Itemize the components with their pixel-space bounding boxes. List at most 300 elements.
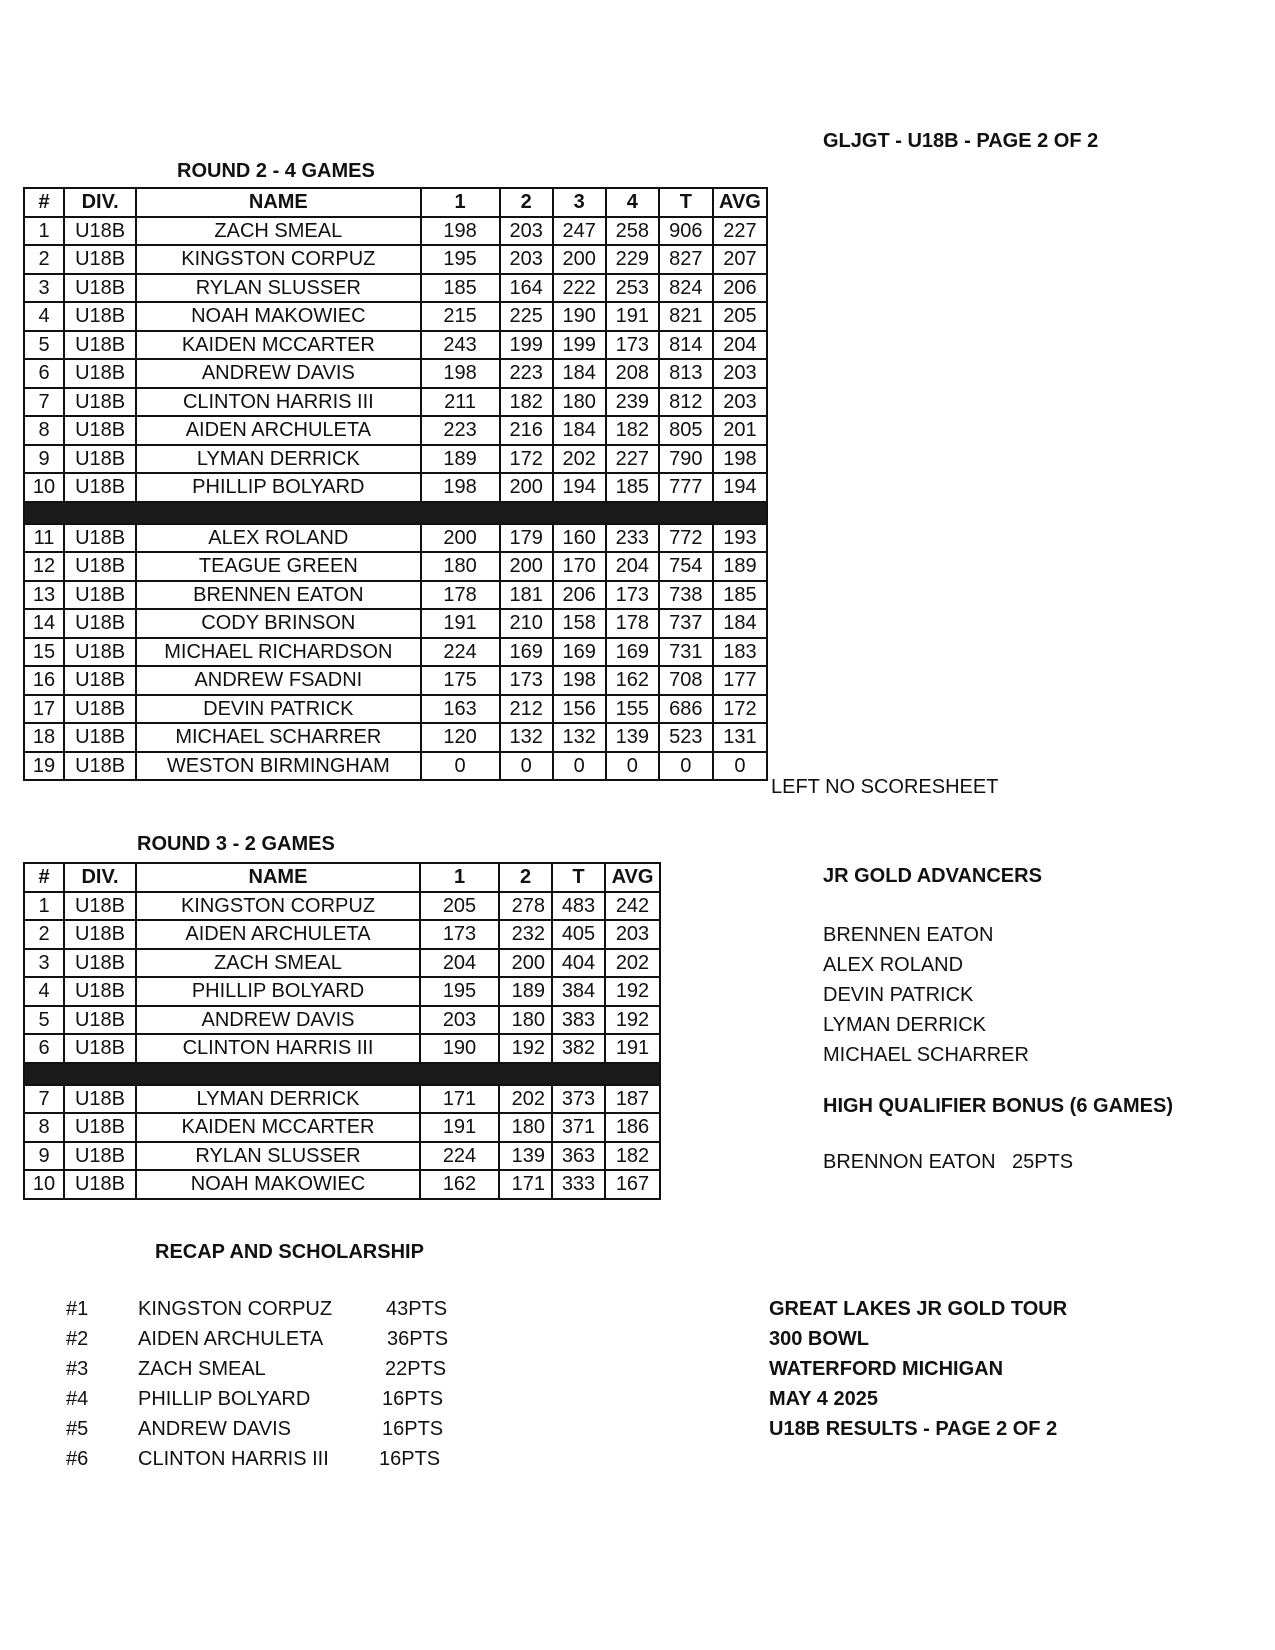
table-cell: ZACH SMEAL — [136, 949, 420, 978]
table-cell: 182 — [500, 388, 553, 417]
table-cell: 363 — [552, 1142, 605, 1171]
table-cell: LYMAN DERRICK — [136, 1085, 420, 1114]
table-cell: TEAGUE GREEN — [136, 552, 420, 581]
table-cell: 0 — [500, 752, 553, 781]
table-cell: NOAH MAKOWIEC — [136, 1170, 420, 1199]
table-cell: AIDEN ARCHULETA — [136, 920, 420, 949]
table-cell: 1 — [24, 892, 64, 921]
table-cell: 167 — [605, 1170, 660, 1199]
table-cell: 202 — [553, 445, 606, 474]
table-cell: 405 — [552, 920, 605, 949]
table-cell: 0 — [421, 752, 500, 781]
advancer-name: LYMAN DERRICK — [823, 1014, 986, 1036]
column-header: DIV. — [64, 863, 136, 892]
cutline-separator — [24, 1063, 660, 1085]
table-cell: U18B — [64, 1170, 136, 1199]
table-cell: 160 — [553, 524, 606, 553]
table-cell: 253 — [606, 274, 659, 303]
table-row — [24, 1034, 660, 1063]
table-cell: 821 — [659, 302, 713, 331]
table-row — [24, 723, 767, 752]
table-cell: 203 — [500, 217, 553, 246]
table-cell: 906 — [659, 217, 713, 246]
table-cell: U18B — [64, 331, 136, 360]
recap-rank: #4 — [66, 1388, 89, 1410]
table-cell: 225 — [500, 302, 553, 331]
table-cell: 200 — [500, 473, 553, 502]
table-cell: 7 — [24, 388, 64, 417]
table-cell: 191 — [606, 302, 659, 331]
table-cell: 171 — [420, 1085, 499, 1114]
table-cell: U18B — [64, 416, 136, 445]
table-cell: 0 — [606, 752, 659, 781]
column-header: 3 — [553, 188, 606, 217]
table-cell: 232 — [499, 920, 552, 949]
table-cell: 223 — [421, 416, 500, 445]
table-cell: 4 — [24, 977, 64, 1006]
table-cell: 4 — [24, 302, 64, 331]
table-row — [24, 920, 660, 949]
table-cell: 163 — [421, 695, 500, 724]
table-cell: 204 — [713, 331, 767, 360]
table-cell: 202 — [499, 1085, 552, 1114]
no-scoresheet-note: LEFT NO SCORESHEET — [771, 776, 999, 798]
recap-rank: #3 — [66, 1358, 89, 1380]
table-cell: 178 — [421, 581, 500, 610]
table-cell: CODY BRINSON — [136, 609, 420, 638]
table-cell: 227 — [606, 445, 659, 474]
recap-name: ZACH SMEAL — [138, 1358, 266, 1380]
table-cell: 200 — [421, 524, 500, 553]
table-cell: NOAH MAKOWIEC — [136, 302, 420, 331]
table-cell: 239 — [606, 388, 659, 417]
recap-list — [66, 1294, 486, 1474]
table-cell: U18B — [64, 920, 136, 949]
cutline-bar — [24, 502, 767, 524]
table-row — [24, 892, 660, 921]
recap-points: 43PTS — [386, 1298, 448, 1320]
table-cell: 199 — [553, 331, 606, 360]
table-cell: 7 — [24, 1085, 64, 1114]
table-row — [24, 473, 767, 502]
table-cell: 777 — [659, 473, 713, 502]
table-row — [24, 245, 767, 274]
column-header: 1 — [421, 188, 500, 217]
table-row — [24, 695, 767, 724]
event-info — [769, 1294, 1067, 1444]
table-cell: 203 — [605, 920, 660, 949]
table-cell: U18B — [64, 752, 136, 781]
table-cell: 215 — [421, 302, 500, 331]
table-cell: 155 — [606, 695, 659, 724]
table-cell: U18B — [64, 1113, 136, 1142]
table-row — [24, 1113, 660, 1142]
table-cell: 200 — [500, 552, 553, 581]
table-cell: 212 — [500, 695, 553, 724]
table-cell: 184 — [553, 359, 606, 388]
table-cell: 177 — [713, 666, 767, 695]
table-cell: 187 — [605, 1085, 660, 1114]
table-cell: 211 — [421, 388, 500, 417]
table-cell: KAIDEN MCCARTER — [136, 331, 420, 360]
table-cell: 198 — [713, 445, 767, 474]
table-cell: U18B — [64, 638, 136, 667]
table-cell: 192 — [499, 1034, 552, 1063]
table-cell: 185 — [606, 473, 659, 502]
table-cell: 186 — [605, 1113, 660, 1142]
table-cell: 8 — [24, 1113, 64, 1142]
table-cell: 203 — [420, 1006, 499, 1035]
table-cell: 180 — [499, 1006, 552, 1035]
table-cell: 173 — [420, 920, 499, 949]
table-cell: 181 — [500, 581, 553, 610]
table-cell: 192 — [605, 977, 660, 1006]
table-cell: 191 — [420, 1113, 499, 1142]
column-header: 2 — [500, 188, 553, 217]
table-cell: U18B — [64, 1006, 136, 1035]
column-header: AVG — [605, 863, 660, 892]
table-cell: 185 — [421, 274, 500, 303]
table-cell: CLINTON HARRIS III — [136, 388, 420, 417]
table-cell: 708 — [659, 666, 713, 695]
round3-header-row — [24, 863, 660, 892]
table-cell: 686 — [659, 695, 713, 724]
table-row — [24, 1170, 660, 1199]
column-header: # — [24, 188, 64, 217]
table-cell: 194 — [713, 473, 767, 502]
table-cell: 223 — [500, 359, 553, 388]
table-cell: 156 — [553, 695, 606, 724]
table-cell: U18B — [64, 666, 136, 695]
table-cell: 162 — [420, 1170, 499, 1199]
table-cell: 191 — [605, 1034, 660, 1063]
table-cell: PHILLIP BOLYARD — [136, 473, 420, 502]
recap-rank: #5 — [66, 1418, 89, 1440]
table-cell: U18B — [64, 1142, 136, 1171]
table-cell: 827 — [659, 245, 713, 274]
table-cell: U18B — [64, 723, 136, 752]
recap-rank: #1 — [66, 1298, 89, 1320]
advancer-name: MICHAEL SCHARRER — [823, 1044, 1029, 1066]
table-cell: 189 — [713, 552, 767, 581]
table-cell: 333 — [552, 1170, 605, 1199]
table-cell: U18B — [64, 274, 136, 303]
column-header: AVG — [713, 188, 767, 217]
recap-name: KINGSTON CORPUZ — [138, 1298, 333, 1320]
table-cell: 383 — [552, 1006, 605, 1035]
table-row — [24, 666, 767, 695]
table-cell: KINGSTON CORPUZ — [136, 245, 420, 274]
event-date: MAY 4 2025 — [769, 1388, 878, 1410]
table-cell: 5 — [24, 1006, 64, 1035]
table-cell: 731 — [659, 638, 713, 667]
event-tour: GREAT LAKES JR GOLD TOUR — [769, 1298, 1068, 1320]
table-cell: 200 — [553, 245, 606, 274]
table-cell: 483 — [552, 892, 605, 921]
table-cell: 229 — [606, 245, 659, 274]
table-cell: 0 — [659, 752, 713, 781]
table-cell: U18B — [64, 217, 136, 246]
table-cell: 195 — [421, 245, 500, 274]
table-row — [24, 609, 767, 638]
table-cell: U18B — [64, 445, 136, 474]
table-row — [24, 752, 767, 781]
table-cell: CLINTON HARRIS III — [136, 1034, 420, 1063]
table-cell: 814 — [659, 331, 713, 360]
table-cell: 173 — [606, 581, 659, 610]
column-header: NAME — [136, 863, 420, 892]
table-cell: 10 — [24, 473, 64, 502]
table-cell: 198 — [421, 217, 500, 246]
table-cell: 3 — [24, 949, 64, 978]
table-cell: 185 — [713, 581, 767, 610]
round2-title: ROUND 2 - 4 GAMES — [177, 160, 375, 182]
table-cell: 404 — [552, 949, 605, 978]
table-row — [24, 274, 767, 303]
advancer-name: ALEX ROLAND — [823, 954, 964, 976]
table-cell: 258 — [606, 217, 659, 246]
recap-row — [66, 1324, 486, 1354]
table-cell: MICHAEL RICHARDSON — [136, 638, 420, 667]
page-header: GLJGT - U18B - PAGE 2 OF 2 — [823, 130, 1099, 152]
table-row — [24, 331, 767, 360]
table-cell: U18B — [64, 302, 136, 331]
table-row — [24, 552, 767, 581]
table-cell: 224 — [421, 638, 500, 667]
table-cell: WESTON BIRMINGHAM — [136, 752, 420, 781]
table-cell: 190 — [553, 302, 606, 331]
table-cell: U18B — [64, 388, 136, 417]
round2-header-row — [24, 188, 767, 217]
table-cell: U18B — [64, 609, 136, 638]
table-cell: 12 — [24, 552, 64, 581]
recap-name: PHILLIP BOLYARD — [138, 1388, 311, 1410]
recap-points: 16PTS — [382, 1388, 444, 1410]
table-row — [24, 359, 767, 388]
table-cell: U18B — [64, 581, 136, 610]
table-cell: 2 — [24, 920, 64, 949]
table-cell: 523 — [659, 723, 713, 752]
table-cell: 180 — [421, 552, 500, 581]
table-cell: 5 — [24, 331, 64, 360]
table-cell: 6 — [24, 1034, 64, 1063]
table-cell: 227 — [713, 217, 767, 246]
table-cell: 737 — [659, 609, 713, 638]
advancer-name: DEVIN PATRICK — [823, 984, 974, 1006]
table-row — [24, 388, 767, 417]
table-cell: 0 — [713, 752, 767, 781]
recap-name: ANDREW DAVIS — [138, 1418, 291, 1440]
table-cell: 190 — [420, 1034, 499, 1063]
table-cell: 738 — [659, 581, 713, 610]
table-row — [24, 1142, 660, 1171]
table-cell: 180 — [499, 1113, 552, 1142]
table-row — [24, 416, 767, 445]
event-venue: 300 BOWL — [769, 1328, 870, 1350]
table-cell: 173 — [606, 331, 659, 360]
recap-row — [66, 1384, 486, 1414]
bonus-title: HIGH QUALIFIER BONUS (6 GAMES) — [823, 1095, 1174, 1117]
table-row — [24, 524, 767, 553]
table-cell: 183 — [713, 638, 767, 667]
table-cell: 11 — [24, 524, 64, 553]
table-cell: 373 — [552, 1085, 605, 1114]
column-header: NAME — [136, 188, 420, 217]
table-cell: 6 — [24, 359, 64, 388]
table-cell: 204 — [606, 552, 659, 581]
table-cell: U18B — [64, 1034, 136, 1063]
table-cell: 206 — [713, 274, 767, 303]
round3-table — [23, 862, 661, 1200]
column-header: 1 — [420, 863, 499, 892]
table-cell: 210 — [500, 609, 553, 638]
table-cell: 812 — [659, 388, 713, 417]
table-cell: 222 — [553, 274, 606, 303]
table-cell: 754 — [659, 552, 713, 581]
recap-row — [66, 1414, 486, 1444]
table-cell: ANDREW DAVIS — [136, 359, 420, 388]
table-cell: 179 — [500, 524, 553, 553]
table-cell: 10 — [24, 1170, 64, 1199]
table-cell: 371 — [552, 1113, 605, 1142]
cutline-separator — [24, 502, 767, 524]
column-header: 4 — [606, 188, 659, 217]
table-cell: RYLAN SLUSSER — [136, 274, 420, 303]
advancer-name: BRENNEN EATON — [823, 924, 994, 946]
table-row — [24, 1006, 660, 1035]
table-cell: 131 — [713, 723, 767, 752]
table-cell: 193 — [713, 524, 767, 553]
table-cell: U18B — [64, 949, 136, 978]
table-cell: 162 — [606, 666, 659, 695]
table-cell: PHILLIP BOLYARD — [136, 977, 420, 1006]
table-cell: 198 — [421, 473, 500, 502]
table-cell: 16 — [24, 666, 64, 695]
event-page-label: U18B RESULTS - PAGE 2 OF 2 — [769, 1418, 1058, 1440]
table-cell: BRENNEN EATON — [136, 581, 420, 610]
table-row — [24, 949, 660, 978]
table-cell: 813 — [659, 359, 713, 388]
table-cell: 17 — [24, 695, 64, 724]
table-cell: 172 — [500, 445, 553, 474]
table-cell: 3 — [24, 274, 64, 303]
table-cell: 13 — [24, 581, 64, 610]
column-header: # — [24, 863, 64, 892]
table-cell: U18B — [64, 892, 136, 921]
table-cell: U18B — [64, 552, 136, 581]
table-cell: KAIDEN MCCARTER — [136, 1113, 420, 1142]
table-cell: 182 — [605, 1142, 660, 1171]
table-cell: KINGSTON CORPUZ — [136, 892, 420, 921]
table-cell: U18B — [64, 1085, 136, 1114]
table-cell: 384 — [552, 977, 605, 1006]
table-cell: MICHAEL SCHARRER — [136, 723, 420, 752]
table-cell: 206 — [553, 581, 606, 610]
recap-points: 22PTS — [385, 1358, 447, 1380]
recap-rank: #6 — [66, 1448, 89, 1470]
table-cell: 278 — [499, 892, 552, 921]
recap-row — [66, 1444, 486, 1474]
table-cell: 184 — [553, 416, 606, 445]
table-cell: 203 — [713, 388, 767, 417]
table-cell: 247 — [553, 217, 606, 246]
table-cell: 172 — [713, 695, 767, 724]
table-cell: ANDREW FSADNI — [136, 666, 420, 695]
table-cell: 139 — [606, 723, 659, 752]
table-cell: 175 — [421, 666, 500, 695]
bonus-name: BRENNON EATON — [823, 1151, 996, 1173]
table-cell: 132 — [500, 723, 553, 752]
table-cell: 19 — [24, 752, 64, 781]
table-cell: 169 — [606, 638, 659, 667]
table-row — [24, 217, 767, 246]
table-cell: 242 — [605, 892, 660, 921]
table-cell: 199 — [500, 331, 553, 360]
table-cell: 9 — [24, 1142, 64, 1171]
column-header: DIV. — [64, 188, 136, 217]
table-cell: 195 — [420, 977, 499, 1006]
table-cell: ZACH SMEAL — [136, 217, 420, 246]
table-cell: 191 — [421, 609, 500, 638]
table-cell: 824 — [659, 274, 713, 303]
table-cell: U18B — [64, 977, 136, 1006]
table-cell: 14 — [24, 609, 64, 638]
table-cell: 205 — [420, 892, 499, 921]
table-cell: 169 — [553, 638, 606, 667]
table-row — [24, 1085, 660, 1114]
table-cell: 182 — [606, 416, 659, 445]
table-cell: U18B — [64, 359, 136, 388]
table-cell: DEVIN PATRICK — [136, 695, 420, 724]
table-cell: 233 — [606, 524, 659, 553]
recap-points: 16PTS — [379, 1448, 441, 1470]
table-cell: 164 — [500, 274, 553, 303]
table-cell: 15 — [24, 638, 64, 667]
table-cell: 171 — [499, 1170, 552, 1199]
recap-points: 36PTS — [387, 1328, 449, 1350]
table-cell: 790 — [659, 445, 713, 474]
table-cell: 202 — [605, 949, 660, 978]
table-cell: RYLAN SLUSSER — [136, 1142, 420, 1171]
table-cell: 170 — [553, 552, 606, 581]
column-header: 2 — [499, 863, 552, 892]
recap-points: 16PTS — [382, 1418, 444, 1440]
recap-row — [66, 1354, 486, 1384]
table-cell: 207 — [713, 245, 767, 274]
table-cell: U18B — [64, 473, 136, 502]
round2-table — [23, 187, 768, 781]
table-cell: U18B — [64, 695, 136, 724]
table-cell: U18B — [64, 245, 136, 274]
table-cell: 158 — [553, 609, 606, 638]
recap-title: RECAP AND SCHOLARSHIP — [155, 1241, 424, 1263]
table-cell: 204 — [420, 949, 499, 978]
table-cell: 224 — [420, 1142, 499, 1171]
bonus-points: 25PTS — [1012, 1151, 1074, 1173]
table-cell: 18 — [24, 723, 64, 752]
table-cell: 169 — [500, 638, 553, 667]
table-row — [24, 977, 660, 1006]
table-cell: 132 — [553, 723, 606, 752]
table-cell: 200 — [499, 949, 552, 978]
recap-row — [66, 1294, 486, 1324]
table-cell: 139 — [499, 1142, 552, 1171]
advancers-title: JR GOLD ADVANCERS — [823, 865, 1042, 887]
table-cell: 120 — [421, 723, 500, 752]
table-cell: 189 — [421, 445, 500, 474]
table-cell: 173 — [500, 666, 553, 695]
table-cell: 192 — [605, 1006, 660, 1035]
